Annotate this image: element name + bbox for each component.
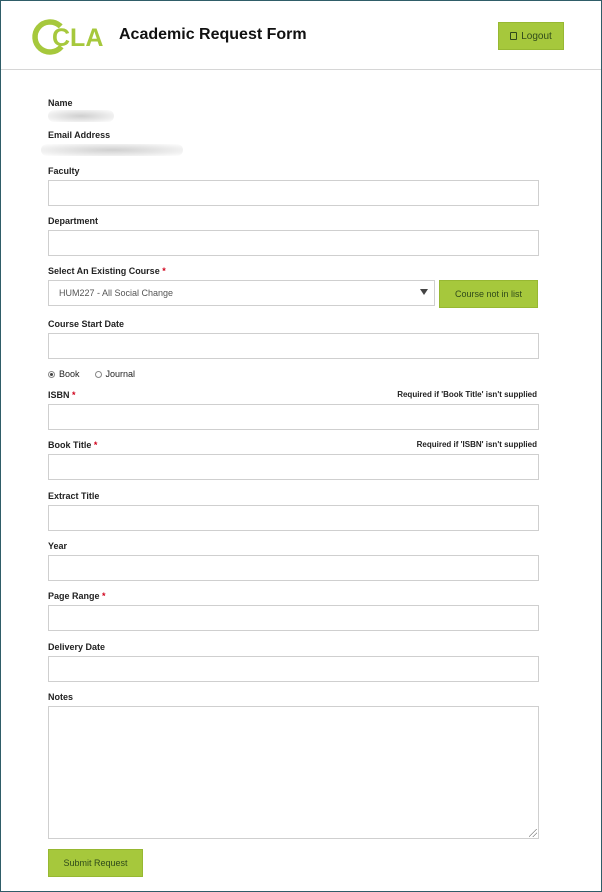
faculty-field[interactable] [48, 180, 539, 206]
notes-label: Notes [48, 692, 74, 702]
journal-radio[interactable] [95, 371, 102, 378]
chevron-down-icon [420, 289, 428, 295]
book-radio-label: Book [59, 369, 80, 379]
course-label [48, 266, 166, 276]
book-title-note: Required if 'ISBN' isn't supplied [416, 440, 537, 449]
course-selected-value: HUM227 - All Social Change [59, 288, 174, 298]
cla-logo [31, 15, 105, 59]
isbn-label [48, 390, 76, 400]
page-range-field[interactable] [48, 605, 539, 631]
required-marker: * [162, 266, 166, 276]
logout-button[interactable] [498, 22, 564, 50]
isbn-label-text: ISBN [48, 390, 70, 400]
faculty-label: Faculty [48, 166, 80, 176]
required-marker: * [102, 591, 106, 601]
extract-title-field[interactable] [48, 505, 539, 531]
book-radio[interactable] [48, 371, 55, 378]
isbn-note: Required if 'Book Title' isn't supplied [397, 390, 537, 399]
course-select[interactable] [48, 280, 435, 306]
notes-textarea[interactable] [48, 706, 539, 839]
year-label: Year [48, 541, 68, 551]
page-range-label [48, 591, 106, 601]
required-marker: * [72, 390, 76, 400]
year-field[interactable] [48, 555, 539, 581]
page-range-label-text: Page Range [48, 591, 100, 601]
isbn-field[interactable] [48, 404, 539, 430]
header [1, 1, 601, 70]
course-label-text: Select An Existing Course [48, 266, 160, 276]
book-title-field[interactable] [48, 454, 539, 480]
delivery-date-field[interactable] [48, 656, 539, 682]
course-not-in-list-button[interactable]: Course not in list [439, 280, 538, 308]
course-start-label: Course Start Date [48, 319, 125, 329]
email-value-redacted [41, 144, 183, 156]
required-marker: * [93, 440, 98, 450]
resize-handle-icon[interactable] [529, 829, 537, 837]
course-start-field[interactable] [48, 333, 539, 359]
page-title: Academic Request Form [119, 26, 307, 43]
book-title-label [48, 440, 97, 450]
name-label: Name [48, 98, 73, 108]
extract-title-label: Extract Title [48, 491, 100, 501]
department-label: Department [48, 216, 99, 226]
delivery-date-label: Delivery Date [48, 642, 106, 652]
submit-button[interactable]: Submit Request [48, 849, 143, 877]
logout-icon [510, 32, 517, 40]
journal-radio-label: Journal [105, 369, 136, 379]
name-value-redacted [48, 110, 114, 122]
svg-text:CLA: CLA [52, 24, 104, 52]
department-field[interactable] [48, 230, 539, 256]
logout-label: Logout [521, 30, 552, 42]
type-radio-group [48, 367, 150, 381]
email-label: Email Address [48, 130, 111, 140]
book-title-label-text: Book Title [48, 440, 92, 450]
